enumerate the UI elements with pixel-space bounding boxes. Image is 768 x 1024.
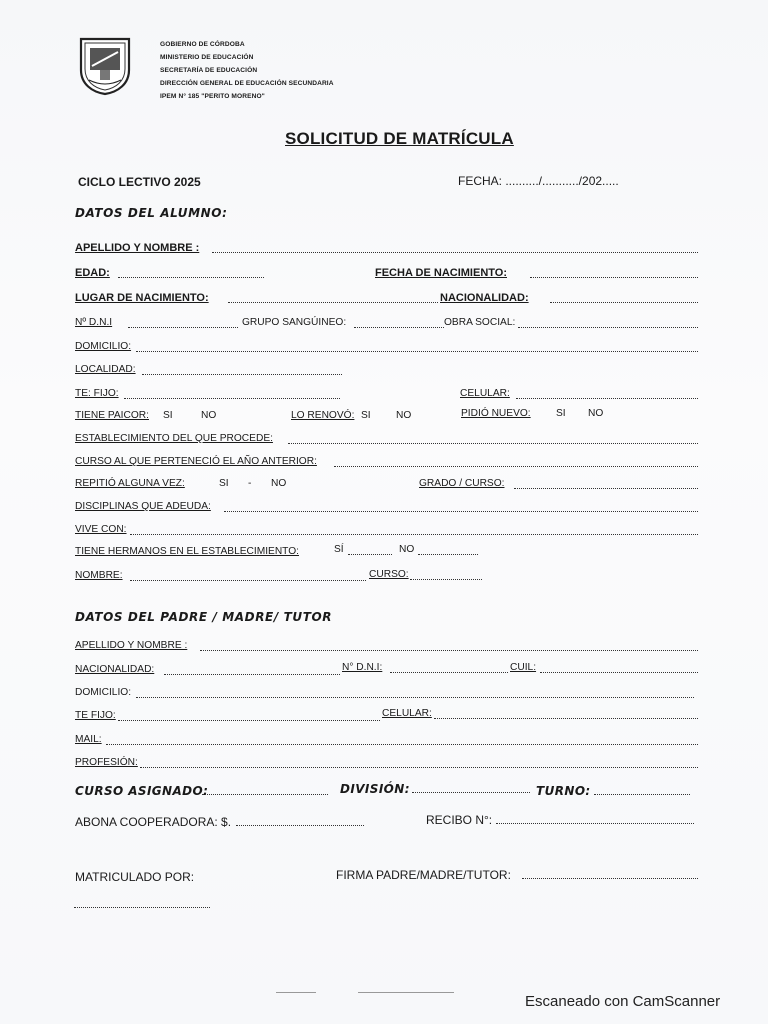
label-curso-anterior: CURSO AL QUE PERTENECIÓ EL AÑO ANTERIOR: [75, 456, 317, 467]
label-localidad: LOCALIDAD: [75, 364, 136, 375]
hermanos-si[interactable]: SÍ [334, 544, 344, 555]
field-curso-asignado[interactable] [202, 786, 328, 795]
field-hermanos-no[interactable] [418, 546, 478, 555]
label-pidio-nuevo: PIDIÓ NUEVO: [461, 408, 531, 419]
field-celular-alumno[interactable] [516, 390, 698, 399]
header-line-5: IPEM N° 185 "PERITO MORENO" [160, 93, 265, 100]
label-fecha-nacimiento: FECHA DE NACIMIENTO: [375, 267, 507, 279]
field-vive-con[interactable] [130, 526, 698, 535]
field-grado-curso[interactable] [514, 480, 698, 489]
label-disciplinas: DISCIPLINAS QUE ADEUDA: [75, 501, 211, 512]
field-mail[interactable] [106, 736, 698, 745]
field-nacionalidad-padre[interactable] [164, 666, 340, 675]
label-cooperadora: ABONA COOPERADORA: $. [75, 815, 232, 829]
label-te-fijo-padre: TE FIJO: [75, 710, 116, 721]
field-celular-padre[interactable] [434, 710, 698, 719]
section-title-alumno: DATOS DEL ALUMNO: [75, 206, 228, 220]
label-firma: FIRMA PADRE/MADRE/TUTOR: [336, 868, 511, 882]
field-edad[interactable] [118, 269, 264, 278]
renovo-no[interactable]: NO [396, 410, 412, 421]
field-curso-anterior[interactable] [334, 458, 698, 467]
label-division: DIVISIÓN: [340, 782, 410, 796]
label-turno: TURNO: [536, 784, 591, 798]
label-hermanos: TIENE HERMANOS EN EL ESTABLECIMIENTO: [75, 546, 299, 557]
label-dni-alumno: Nº D.N.I [75, 317, 113, 328]
field-turno[interactable] [594, 786, 690, 795]
field-domicilio-alumno[interactable] [136, 343, 698, 352]
label-celular-alumno: CELULAR: [460, 388, 510, 399]
label-domicilio-alumno: DOMICILIO: [75, 341, 132, 352]
document-title: SOLICITUD DE MATRÍCULA [285, 129, 514, 148]
renovo-si[interactable]: SI [361, 410, 371, 421]
field-nombre-hermano[interactable] [130, 572, 366, 581]
label-recibo: RECIBO N°: [426, 813, 493, 827]
repitio-no[interactable]: NO [271, 478, 287, 489]
label-cuil: CUIL: [510, 662, 537, 673]
hermanos-no[interactable]: NO [399, 544, 415, 555]
field-obra-social[interactable] [518, 319, 698, 328]
label-lo-renovo: LO RENOVÓ: [291, 410, 355, 421]
fecha-field[interactable]: FECHA: ........../.........../202..... [458, 174, 619, 188]
label-paicor: TIENE PAICOR: [75, 410, 149, 421]
section-title-padre: DATOS DEL PADRE / MADRE/ TUTOR [75, 610, 333, 624]
field-te-fijo-alumno[interactable] [124, 390, 340, 399]
scan-artifact [358, 992, 454, 993]
paicor-no[interactable]: NO [201, 410, 217, 421]
label-obra-social: OBRA SOCIAL: [444, 317, 516, 328]
label-celular-padre: CELULAR: [382, 708, 432, 719]
scan-artifact [276, 992, 316, 993]
field-firma[interactable] [522, 870, 698, 879]
field-nacionalidad-alumno[interactable] [550, 294, 698, 303]
header-line-2: MINISTERIO DE EDUCACIÓN [160, 54, 254, 61]
label-lugar-nacimiento: LUGAR DE NACIMIENTO: [75, 292, 209, 304]
label-establecimiento: ESTABLECIMIENTO DEL QUE PROCEDE: [75, 433, 273, 444]
label-edad: EDAD: [75, 267, 110, 279]
field-grupo-sanguineo[interactable] [354, 319, 444, 328]
field-apellido-alumno[interactable] [212, 244, 698, 253]
pidio-si[interactable]: SI [556, 408, 566, 419]
label-nombre-hermano: NOMBRE: [75, 570, 123, 581]
label-repitio: REPITIÓ ALGUNA VEZ: [75, 478, 185, 489]
label-apellido-alumno: APELLIDO Y NOMBRE : [75, 242, 200, 254]
field-lugar-nacimiento[interactable] [228, 294, 438, 303]
pidio-no[interactable]: NO [588, 408, 604, 419]
field-matriculado-por[interactable] [74, 899, 210, 908]
field-establecimiento[interactable] [288, 435, 698, 444]
label-mail: MAIL: [75, 734, 102, 745]
label-nacionalidad-padre: NACIONALIDAD: [75, 664, 155, 675]
field-profesion[interactable] [140, 759, 698, 768]
label-grupo-sanguineo: GRUPO SANGÚINEO: [242, 317, 347, 328]
label-matriculado-por: MATRICULADO POR: [75, 870, 195, 884]
field-domicilio-padre[interactable] [136, 689, 694, 698]
field-cooperadora[interactable] [236, 817, 364, 826]
field-hermanos-si[interactable] [348, 546, 392, 555]
field-apellido-padre[interactable] [200, 642, 698, 651]
label-curso-asignado: CURSO ASIGNADO: [75, 784, 209, 798]
label-te-fijo-alumno: TE: FIJO: [75, 388, 119, 399]
header-line-3: SECRETARÍA DE EDUCACIÓN [160, 67, 258, 74]
camscanner-watermark: Escaneado con CamScanner [525, 993, 721, 1010]
paicor-si[interactable]: SI [163, 410, 173, 421]
label-profesion: PROFESIÓN: [75, 757, 138, 768]
field-cuil[interactable] [540, 664, 698, 673]
field-te-fijo-padre[interactable] [118, 712, 380, 721]
field-dni-alumno[interactable] [128, 319, 238, 328]
label-grado-curso: GRADO / CURSO: [419, 478, 505, 489]
label-dni-padre: N° D.N.I: [342, 662, 383, 673]
field-division[interactable] [412, 784, 530, 793]
label-curso-hermano: CURSO: [369, 569, 409, 580]
field-dni-padre[interactable] [390, 664, 508, 673]
header-line-1: GOBIERNO DE CÓRDOBA [160, 41, 245, 48]
field-recibo[interactable] [496, 815, 694, 824]
label-vive-con: VIVE CON: [75, 524, 127, 535]
label-domicilio-padre: DOMICILIO: [75, 687, 132, 698]
field-curso-hermano[interactable] [410, 571, 482, 580]
repitio-dash: - [248, 478, 252, 489]
header-line-4: DIRECCIÓN GENERAL DE EDUCACIÓN SECUNDARIA [160, 80, 334, 87]
repitio-si[interactable]: SI [219, 478, 229, 489]
field-disciplinas[interactable] [224, 503, 698, 512]
field-localidad[interactable] [142, 366, 342, 375]
school-crest-logo [78, 36, 132, 96]
ciclo-lectivo: CICLO LECTIVO 2025 [78, 175, 201, 189]
field-fecha-nacimiento[interactable] [530, 269, 698, 278]
label-nacionalidad-alumno: NACIONALIDAD: [440, 292, 529, 304]
label-apellido-padre: APELLIDO Y NOMBRE : [75, 640, 188, 651]
